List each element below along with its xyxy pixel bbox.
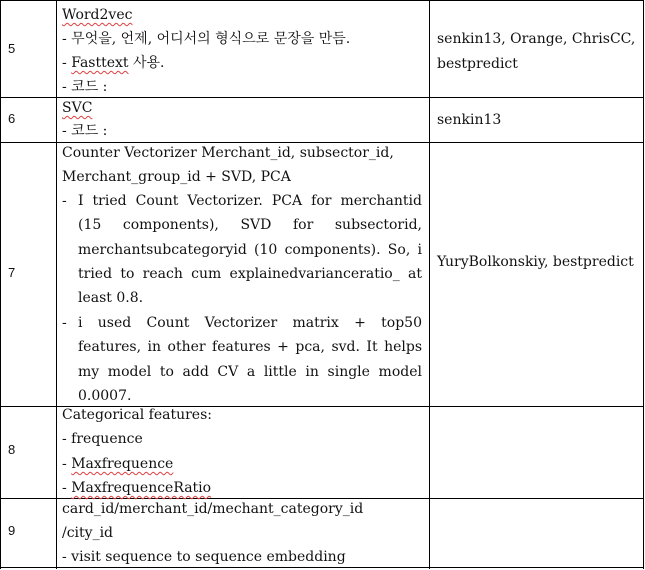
row-title: /city_id xyxy=(62,525,114,541)
row-number: 5 xyxy=(8,41,16,56)
row-bullet: - I tried Count Vectorizer. PCA for merchantid (15 components), SVD for subsectorid, merchantsubcategoryid (10 components). So, i tried to reach cum explainedvarianceratio_ at least 0.8. xyxy=(62,193,422,307)
row-bullet: - frequence xyxy=(62,431,143,447)
row-bullet: - i used Count Vectorizer matrix + top50 features, in other features + pca, svd. It helps my model to add CV a little in single model 0.0007. xyxy=(62,315,422,404)
row-contributors: senkin13, Orange, ChrisCC, bestpredict xyxy=(437,31,636,72)
row-title: Word2vec xyxy=(62,7,133,23)
row-bullet: - 코드 : xyxy=(62,123,108,139)
row-bullet: - 무엇을, 언제, 어디서의 형식으로 문장을 만듬. xyxy=(62,31,351,47)
row-bullet: - MaxfrequenceRatio xyxy=(62,480,212,496)
row-title: Merchant_group_id + SVD, PCA xyxy=(62,169,291,185)
row-bullet: - Fasttext 사용. xyxy=(62,55,165,71)
table-divider-num xyxy=(56,0,57,569)
table-border-right xyxy=(643,0,644,569)
row-title: SVC xyxy=(62,100,93,116)
row-number: 8 xyxy=(8,442,16,457)
row-title: Categorical features: xyxy=(62,407,212,423)
row-title: Counter Vectorizer Merchant_id, subsector_id, xyxy=(62,145,394,161)
row-number: 9 xyxy=(8,523,16,538)
row-title: card_id/merchant_id/mechant_category_id xyxy=(62,501,364,517)
row-border xyxy=(0,0,644,1)
row-bullet: - visit sequence to sequence embedding xyxy=(62,549,346,565)
row-contributors: YuryBolkonskiy, bestpredict xyxy=(437,254,634,270)
row-bullet: - 코드 : xyxy=(62,79,108,95)
row-contributors: senkin13 xyxy=(437,112,502,128)
row-number: 7 xyxy=(8,265,16,280)
table-border-left xyxy=(0,0,1,569)
row-bullet: - Maxfrequence xyxy=(62,456,174,472)
table-divider-contrib xyxy=(429,0,430,569)
row-number: 6 xyxy=(8,111,16,126)
